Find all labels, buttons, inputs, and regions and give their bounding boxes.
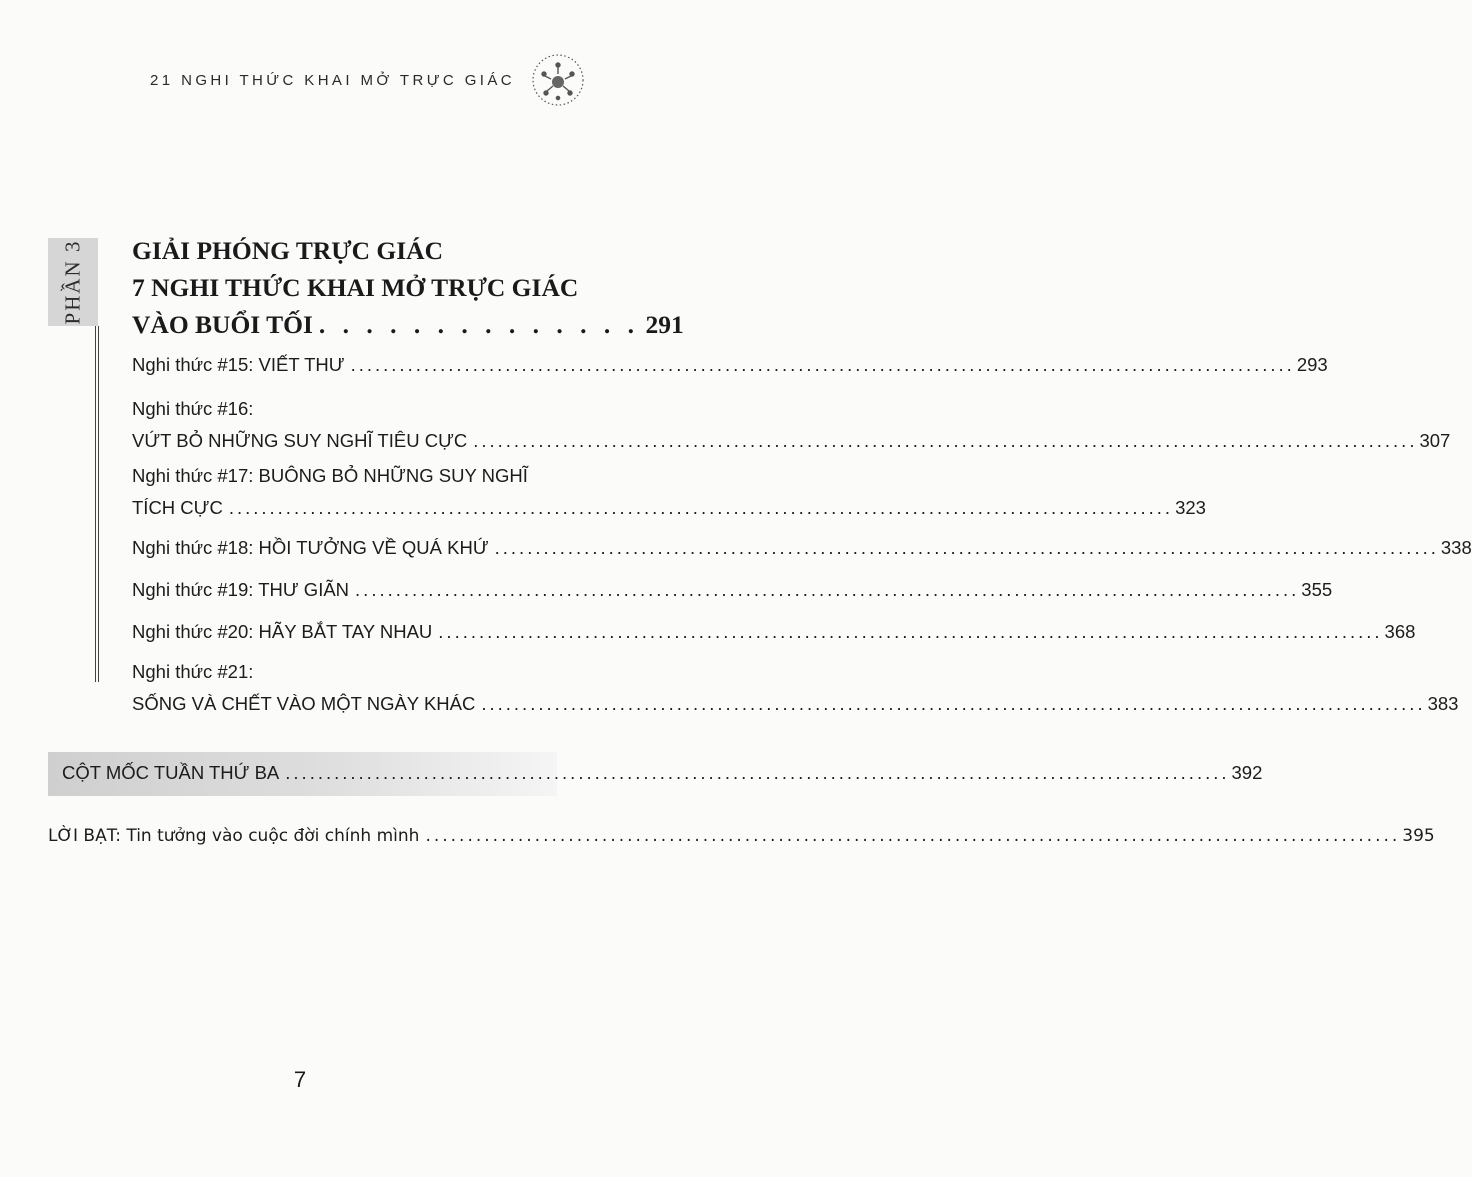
toc-line — [132, 579, 1333, 607]
toc-entry-15[interactable] — [132, 354, 1328, 382]
toc-entry-19[interactable] — [132, 579, 1333, 607]
leader-dots: .................................................................................................................... — [473, 430, 1418, 451]
milestone-page-number: 392 — [1231, 762, 1263, 783]
toc-line — [132, 497, 1206, 525]
toc-entry-title: Nghi thức #20: HÃY BẮT TAY NHAU — [132, 621, 433, 642]
toc-entry-title: Nghi thức #16: — [132, 398, 254, 419]
toc-entry-title: Nghi thức #15: VIẾT THƯ — [132, 354, 345, 375]
toc-page-number: 355 — [1301, 579, 1333, 600]
toc-entry-title: TÍCH CỰC — [132, 497, 223, 518]
toc-line — [48, 826, 1435, 854]
milestone-title: CỘT MỐC TUẦN THỨ BA — [62, 762, 280, 783]
toc-line — [132, 430, 1451, 458]
toc-line — [132, 661, 556, 689]
part-title-line-3 — [132, 306, 684, 343]
toc-page-number: 368 — [1384, 621, 1416, 642]
leader-dots: .................................................................................................................... — [481, 693, 1426, 714]
leader-dots: .................................................................................................................... — [425, 826, 1401, 846]
toc-line — [132, 465, 556, 493]
toc-page-number: 323 — [1175, 497, 1206, 518]
leader-dots: .................................................................................................................... — [228, 497, 1174, 518]
toc-epilogue[interactable] — [48, 826, 1435, 854]
part-tab — [48, 238, 98, 326]
toc-entry-20[interactable] — [132, 621, 1416, 649]
sun-figures-emblem-icon — [530, 52, 586, 108]
page-number: 7 — [293, 1067, 307, 1092]
part-page-number: 291 — [645, 310, 684, 339]
toc-entry-21[interactable] — [132, 661, 1459, 721]
toc-page-number: 307 — [1419, 430, 1451, 451]
toc-entry-16[interactable] — [132, 398, 1451, 458]
toc-page-number: 293 — [1296, 354, 1328, 375]
toc-line — [62, 762, 1263, 790]
part-title — [132, 232, 684, 343]
epilogue-title: LỜI BẠT: Tin tưởng vào cuộc đời chính mình — [48, 826, 420, 846]
toc-milestone[interactable] — [62, 762, 1263, 790]
toc-entry-title: Nghi thức #21: — [132, 661, 254, 682]
toc-entry-title: Nghi thức #19: THƯ GIÃN — [132, 579, 350, 600]
leader-dots: .................................................................................................................... — [494, 537, 1439, 558]
part-vertical-rule — [95, 326, 99, 682]
leader-dots: .................................................................................................................... — [350, 354, 1295, 375]
part-title-line-1: GIẢI PHÓNG TRỰC GIÁC — [132, 236, 443, 265]
part-tab-label: PHẦN 3 — [60, 239, 85, 325]
toc-line — [132, 537, 1472, 565]
toc-page-number: 383 — [1427, 693, 1459, 714]
toc-line — [132, 398, 556, 426]
running-header: 21 NGHI THỨC KHAI MỞ TRỰC GIÁC — [150, 72, 515, 89]
leader-dots: .................................................................................................................... — [285, 762, 1230, 783]
toc-line — [132, 621, 1416, 649]
toc-page-number: 338 — [1440, 537, 1472, 558]
toc-entry-title: SỐNG VÀ CHẾT VÀO MỘT NGÀY KHÁC — [132, 693, 476, 714]
toc-entry-18[interactable] — [132, 537, 1472, 565]
leader-dots: .................................................................................................................... — [355, 579, 1300, 600]
toc-line — [132, 693, 1459, 721]
toc-line — [132, 354, 1328, 382]
toc-entry-title: Nghi thức #18: HỒI TƯỞNG VỀ QUÁ KHỨ — [132, 537, 489, 558]
toc-entry-17[interactable] — [132, 465, 1206, 525]
epilogue-page-number: 395 — [1402, 826, 1435, 846]
toc-entry-title: VỨT BỎ NHỮNG SUY NGHĨ TIÊU CỰC — [132, 430, 468, 451]
toc-entry-title: Nghi thức #17: BUÔNG BỎ NHỮNG SUY NGHĨ — [132, 465, 528, 486]
part-title-line-2: 7 NGHI THỨC KHAI MỞ TRỰC GIÁC — [132, 273, 579, 302]
leader-dots: .................................................................................................................... — [438, 621, 1383, 642]
part-title-line-3-text: VÀO BUỔI TỐI — [132, 310, 313, 339]
part-title-leader-dots: . . . . . . . . . . . . . . — [318, 310, 640, 339]
